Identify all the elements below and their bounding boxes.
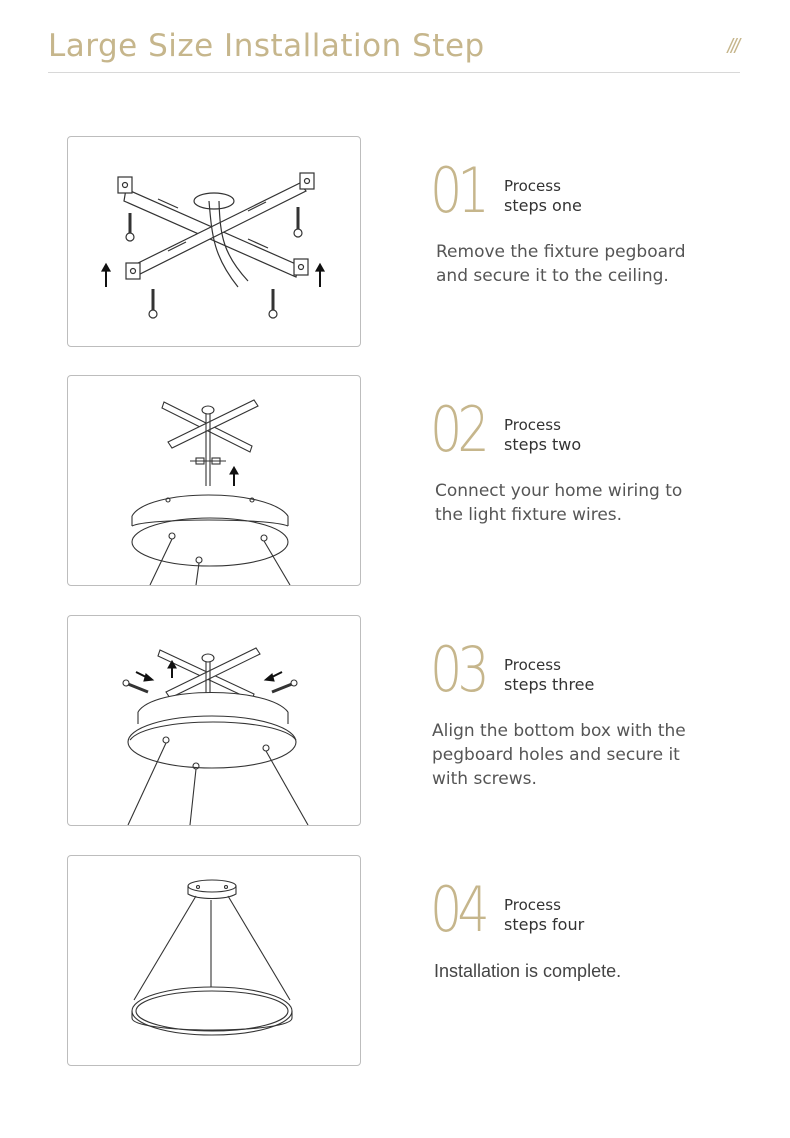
canopy <box>128 693 296 769</box>
step-label: Process <box>504 656 561 674</box>
ring-light <box>132 987 292 1035</box>
step-sublabel: steps one <box>504 196 582 215</box>
step-3-illustration <box>67 615 361 826</box>
step-3 <box>0 615 790 827</box>
step-label: Process <box>504 416 561 434</box>
step-label: Process <box>504 896 561 914</box>
step-description: Align the bottom box with the pegboard holes and secure it with screws. <box>432 721 686 789</box>
step-number: 01 <box>430 154 485 227</box>
step-2 <box>0 375 790 587</box>
step-sublabel: steps four <box>504 915 585 934</box>
step-4-illustration <box>67 855 361 1066</box>
step-number: 02 <box>430 393 485 466</box>
page-header <box>48 28 740 73</box>
header-decoration: /// <box>727 36 738 58</box>
canopy <box>188 880 236 899</box>
step-number: 03 <box>430 633 485 706</box>
step-description: Connect your home wiring to the light fixture wires. <box>435 481 683 525</box>
pegboard-bracket <box>118 173 314 279</box>
step-1 <box>0 136 790 348</box>
step-description: Remove the fixture pegboard and secure it to the ceiling. <box>436 242 686 286</box>
step-2-illustration <box>67 375 361 586</box>
step-sublabel: steps two <box>504 435 582 454</box>
step-1-illustration <box>67 136 361 347</box>
step-label: Process <box>504 177 561 195</box>
step-sublabel: steps three <box>504 675 595 694</box>
up-arrow <box>230 467 238 486</box>
canopy <box>132 495 288 566</box>
step-number: 04 <box>430 873 485 946</box>
page-title: Large Size Installation Step <box>48 28 485 64</box>
step-4 <box>0 855 790 1067</box>
step-description: Installation is complete. <box>434 961 622 981</box>
